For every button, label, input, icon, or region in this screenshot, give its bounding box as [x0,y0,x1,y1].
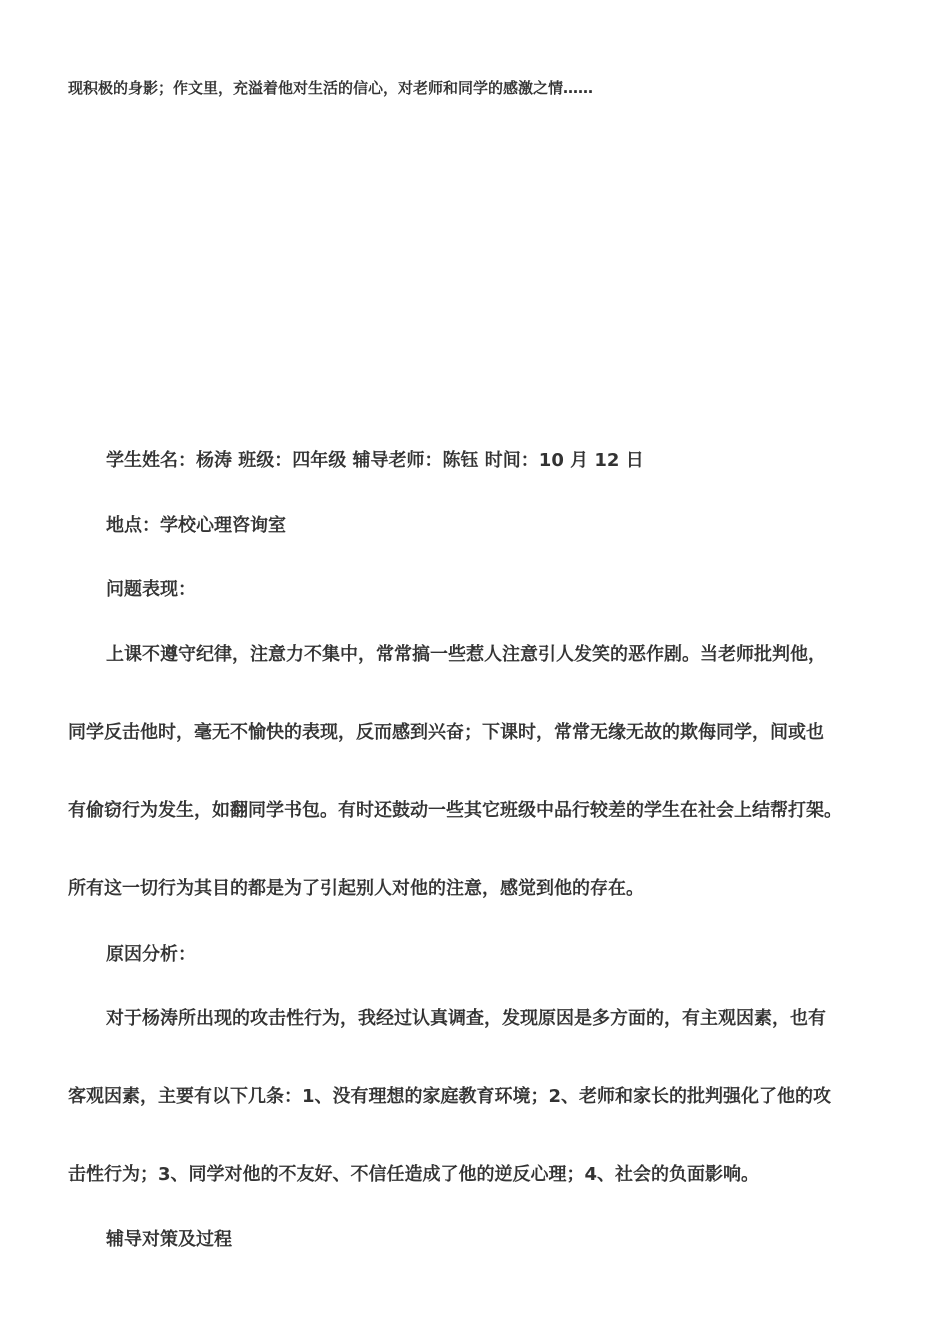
problem-paragraph-line: 所有这一切行为其目的都是为了引起别人对他的注意，感觉到他的存在。 [68,878,644,899]
cause-paragraph-line: 对于杨涛所出现的攻击性行为，我经过认真调查，发现原因是多方面的，有主观因素，也有 [106,1008,826,1029]
student-info-line: 学生姓名：杨涛 班级：四年级 辅导老师：陈钰 时间：10 月 12 日 [106,450,644,471]
problem-paragraph-line: 上课不遵守纪律，注意力不集中，常常搞一些惹人注意引人发笑的恶作剧。当老师批判他， [106,644,826,665]
problem-paragraph-line: 有偷窃行为发生，如翻同学书包。有时还鼓动一些其它班级中品行较差的学生在社会上结帮打架。 [68,800,842,821]
cause-heading: 原因分析： [106,944,196,965]
problem-heading: 问题表现： [106,579,196,600]
location-line: 地点：学校心理咨询室 [106,515,286,536]
previous-page-fragment: 现积极的身影；作文里，充溢着他对生活的信心，对老师和同学的感激之情…… [68,79,594,97]
cause-paragraph-line: 击性行为；3、同学对他的不友好、不信任造成了他的逆反心理；4、社会的负面影响。 [68,1164,760,1185]
strategy-heading: 辅导对策及过程 [106,1229,232,1250]
cause-paragraph-line: 客观因素，主要有以下几条：1、没有理想的家庭教育环境；2、老师和家长的批判强化了他的攻 [68,1086,832,1107]
problem-paragraph-line: 同学反击他时，毫无不愉快的表现，反而感到兴奋；下课时，常常无缘无故的欺侮同学，间或也 [68,722,824,743]
